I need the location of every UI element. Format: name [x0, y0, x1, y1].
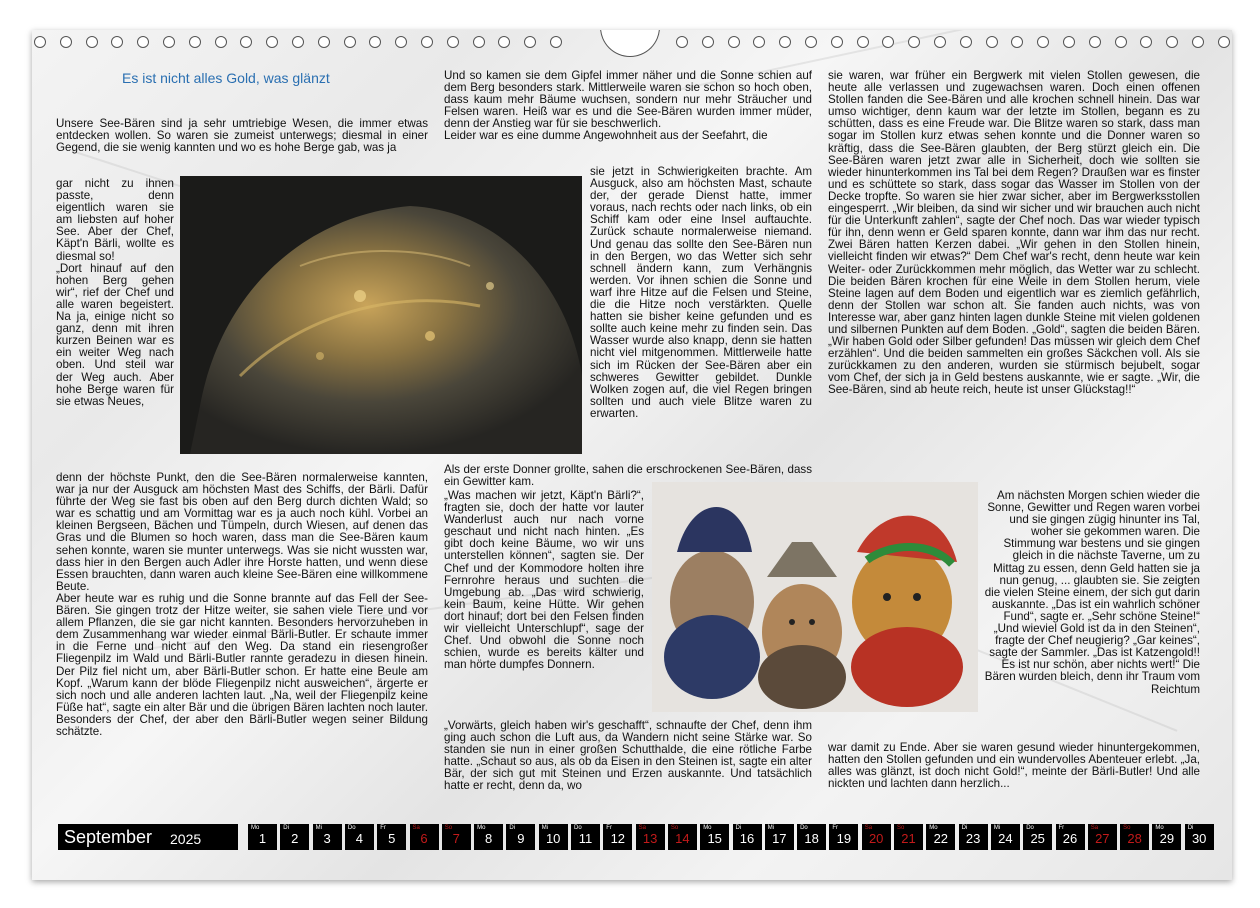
day-number: 16 — [739, 831, 755, 846]
day-number: 27 — [1095, 831, 1110, 846]
teddy-bears-photo — [652, 482, 978, 712]
rock-illustration — [180, 176, 582, 454]
calendar-day — [765, 824, 794, 850]
text-column-2 — [444, 70, 812, 143]
calendar-day — [1088, 824, 1117, 850]
text-column-2-beside-photo — [444, 490, 644, 671]
text-column-2-narrow — [590, 166, 812, 420]
binding-ring — [805, 36, 817, 48]
calendar-day — [926, 824, 955, 850]
calendar-day — [1056, 824, 1085, 850]
calendar-day — [506, 824, 535, 850]
weekday-label: Di — [961, 825, 968, 831]
weekday-label: Mo — [251, 825, 260, 831]
day-number: 30 — [1191, 831, 1207, 846]
binding-ring — [676, 36, 688, 48]
day-number: 6 — [420, 831, 428, 846]
weekday-label: Mi — [993, 825, 1001, 831]
weekday-label: Di — [283, 825, 289, 831]
day-number: 1 — [258, 831, 267, 846]
weekday-label: So — [897, 825, 905, 831]
day-number: 13 — [642, 831, 658, 846]
day-number: 25 — [1030, 831, 1045, 846]
weekday-label: Fr — [1058, 825, 1065, 831]
pyrite-rock-photo — [180, 176, 582, 454]
binding-ring — [34, 36, 46, 48]
day-number: 11 — [578, 831, 593, 846]
calendar-day — [1185, 824, 1214, 850]
calendar-day — [959, 824, 988, 850]
calendar-day — [1152, 824, 1181, 850]
calendar-day — [474, 824, 503, 850]
day-number: 8 — [484, 831, 493, 846]
weekday-label: Mi — [315, 825, 322, 831]
day-number: 2 — [291, 831, 299, 846]
calendar-day — [636, 824, 665, 850]
calendar-day — [248, 824, 277, 850]
binding-ring — [702, 36, 714, 48]
weekday-label: Do — [574, 825, 582, 831]
binding-ring — [1063, 36, 1075, 48]
day-number: 14 — [675, 831, 690, 846]
text-column-3 — [828, 70, 1200, 397]
day-number: 4 — [355, 831, 363, 846]
binding-ring — [215, 36, 227, 48]
day-number: 23 — [965, 831, 981, 846]
binding-ring — [1140, 36, 1152, 48]
calendar-day — [571, 824, 600, 850]
day-number: 12 — [610, 831, 626, 846]
binding-ring — [86, 36, 98, 48]
day-number: 26 — [1062, 831, 1078, 846]
calendar-bar — [58, 824, 1208, 850]
binding-ring — [266, 36, 278, 48]
calendar-day — [280, 824, 309, 850]
text-column-1-lower — [56, 472, 428, 738]
story-title: Es ist nicht alles Gold, was glänzt — [122, 70, 330, 86]
day-number: 3 — [323, 831, 331, 846]
binding-ring — [473, 36, 485, 48]
text-column-3-beside-photo — [984, 490, 1200, 696]
calendar-day — [797, 824, 826, 850]
binding-ring — [1037, 36, 1049, 48]
paragraph: denn der höchste Punkt, den die See-Bären normalerweise kannten, war ja nur der Ausguck am höchsten Mast des Schiffs, der Bärli. Dafür führte der Weg sie fast bis oben auf den Berg durch dichten Wald; so war es schattig und am Vormittag war es ja auch noch kühl. Vorbei an kleinen Bergseen, Bächen und Tümpeln, durch Wiesen, auf denen das Gras und die Blumen so hoch waren, dass man die See-Bären kaum sehen konnte, waren sie munter unterwegs. Was sie nicht wussten war, dass hier in den Bergen auch Adler ihre Horste hatten, und wenn diese Essen brauchten, dann waren auch kleine See-Bären eine willkommene Beute. — [56, 471, 428, 593]
calendar-page — [32, 30, 1232, 880]
binding-ring — [960, 36, 972, 48]
weekday-label: Sa — [1090, 825, 1099, 831]
calendar-day — [1023, 824, 1052, 850]
day-number: 17 — [772, 831, 787, 846]
calendar-day — [345, 824, 374, 850]
binding-ring — [1011, 36, 1023, 48]
calendar-day — [539, 824, 568, 850]
weekday-label: So — [1123, 825, 1131, 831]
paragraph: Am nächsten Morgen schien wieder die Sonne, Gewitter und Regen waren vorbei und sie gingen zügig hinunter ins Tal, woher sie gekommen waren. Die Stimmung war bestens und sie gingen gleich in die nächste Taverne, um zu Mittag zu essen, denn Geld hatten sie ja nun genug, ... glaubten sie. Sie zeigten die vielen Steine einem, der sich gut darin auskannte. „Das ist ein wahrlich schöner Fund“, sagte er. „Sehr schöne Steine!“ „Und wieviel Gold ist da in den Steinen“, fragte der Chef neugierig? „Gar keines“, sagte der Sammler. „Das ist Katzengold!! Es ist nur schön, aber nichts wert!“ Die Bären wurden bleich, denn ihr Traum vom Reichtum — [984, 489, 1200, 696]
binding-ring — [882, 36, 894, 48]
text-column-2-mid — [444, 464, 812, 488]
weekday-label: Mo — [1155, 825, 1164, 831]
calendar-day — [377, 824, 406, 850]
binding-ring — [908, 36, 920, 48]
text-column-1 — [56, 118, 428, 154]
calendar-day — [829, 824, 858, 850]
calendar-day — [668, 824, 697, 850]
text-column-3-bottom — [828, 742, 1200, 790]
day-number: 5 — [388, 831, 396, 846]
binding-ring — [318, 36, 330, 48]
year: 2025 — [170, 831, 202, 847]
paragraph: sie waren, war früher ein Bergwerk mit vielen Stollen gewesen, die heute alle verlassen und zugewachsen waren. Doch einen offenen Stollen fanden die See-Bären und alle krochen schnell hinein. Das war umso wichtiger, denn kaum war der letzte im Stollen, begann es zu schütten, dass es eine Freude war. Die Blitze waren so stark, dass man sogar im Stollen kurz etwas sehen konnte und die Donner waren so kräftig, dass die See-Bären glaubten, der Berg stürzt gleich ein. Die See-Bären waren jetzt zwar alle in Sicherheit, doch wie sollten sie wieder hinunterkommen ins Tal bei dem Regen? Draußen war es finster und es schüttete so stark, dass sogar das Wasser im Stollen von der Decke tropfte. So waren sie hier zwar sicher, aber im Bergwerksstollen eingesperrt. „Wir bleiben, da sind wir sicher und wir brauchen auch nicht für die Unterkunft zahlen“, sagte der Chef noch. Das war wieder typisch für ihn, denn wenn er Geld sparen konnte, dann war ihm das nur recht. Zwei Bären hatten Kerzen dabei. „Wir gehen in den Stollen hinein, vielleicht finden wir etwas?“ Dem Chef war's recht, denn heute war kein Weiter- oder Zurückkommen mehr möglich, das Wetter war zu schlecht. Die beiden Bären krochen für eine Weile in dem Stollen herum, viele Steine lagen auf dem Boden und eigentlich war es ziemlich gefährlich, denn der Stollen war schon alt. Sie fanden auch nichts, was von Interesse war, aber ganz hinten lagen dunkle Steine mit vielen goldenen und silbernen Punkten auf dem Boden. „Gold“, sagten die beiden Bären. „Wir haben Gold oder Silber gefunden! Das müssen wir gleich dem Chef erzählen“. Und die beiden sammelten ein großes Säckchen voll. Als sie zurückkamen zu den anderen, wurden sie stürmisch bejubelt, sogar vom Chef, der sich ja in Geld bestens auskannte, wie er sagte. „Wir, die See-Bären, sind ab heute reich, heute ist unser Glückstag!!“ — [828, 69, 1200, 397]
day-number: 7 — [452, 831, 460, 846]
weekday-label: Sa — [412, 825, 420, 831]
day-number: 15 — [707, 831, 722, 846]
weekday-label: Sa — [638, 825, 646, 831]
paragraph: war damit zu Ende. Aber sie waren gesund wieder hinuntergekommen, hatten den Stollen gefunden und ein wundervolles Abenteuer erlebt. „Ja, alles was glänzt, ist doch nicht Gold!“, meinte der Bärli-Butler! Und alle nickten und lachten dann herzlich... — [828, 741, 1200, 791]
weekday-label: Mo — [703, 825, 712, 831]
day-number: 18 — [804, 831, 819, 846]
paragraph: Aber heute war es ruhig und die Sonne brannte auf das Fell der See-Bären. Sie gingen trotz der Hitze weiter, sie sahen viele Tiere und vor allem Pflanzen, die sie gar nicht kannten. Besonders hervorzuheben in dem Zusammenhang war wieder einmal Bärli-Butler. Er schaute immer in die Ferne und nicht auf den Weg. Da stand ein riesengroßer Fliegenpilz im Wald und Bärli-Butler rannte geradezu in diesen hinein. Der Pilz fiel nicht um, aber Bärli-Butler schon. Er hatte eine Beule am Kopf. „Warum kann der blöde Fliegenpilz nicht ausweichen“, ärgerte er sich noch und alle anderen lachten laut. „Na, weil der Fliegenpilz keine Füße hat“, sagte ein alter Bär und die übrigen Bären lachten noch lauter. Besonders der Chef, der aber den Bärli-Butler wegen seiner Bildung schätzte. — [56, 591, 428, 738]
binding-ring — [779, 36, 791, 48]
day-number: 10 — [545, 831, 561, 846]
calendar-day — [313, 824, 342, 850]
calendar-day — [442, 824, 471, 850]
paragraph: sie jetzt in Schwierigkeiten brachte. Am Ausguck, also am höchsten Mast, schaute der, der gerade Dienst hatte, immer voraus, nach rechts oder nach links, ob ein Schiff kam oder eine Insel auftauchte. Zurück schaute normalerweise niemand. Und genau das sollte den See-Bären nun in den Bergen, wo das Wetter sich sehr schnell ändern kann, zum Verhängnis werden. Vor ihnen schien die Sonne und warf ihre Hitze auf die Felsen und Steine, die die Hitze noch verstärkten. Quelle hatten sie bisher keine gefunden und es sollte auch keine mehr zu finden sein. Das Wasser wurde also knapp, denn sie hatten nicht viel mitgenommen. Mittlerweile hatte sich im Rücken der See-Bären aber ein schweres Gewitter gebildet. Dunkle Wolken zogen auf, die viel Regen bringen sollten und auch viele Blitze waren zu erwarten. — [590, 165, 812, 420]
month-label-box — [58, 824, 238, 850]
binding-ring — [1166, 36, 1178, 48]
weekday-label: Fr — [380, 825, 386, 831]
calendar-day — [603, 824, 632, 850]
weekday-label: Di — [509, 825, 516, 831]
weekday-label: Mi — [541, 825, 549, 831]
weekday-label: Do — [1026, 825, 1034, 831]
weekday-label: Do — [800, 825, 808, 831]
paragraph: gar nicht zu ihnen passte, denn eigentlich waren sie am liebsten auf hoher See. Aber der Chef, Käpt'n Bärli, wollte es diesmal so! — [56, 177, 174, 263]
calendar-day — [700, 824, 729, 850]
binding-ring — [240, 36, 252, 48]
weekday-label: Sa — [864, 825, 873, 831]
paragraph: Als der erste Donner grollte, sahen die erschrockenen See-Bären, dass ein Gewitter kam. — [444, 463, 812, 489]
binding-ring — [60, 36, 72, 48]
day-number: 9 — [517, 831, 525, 846]
binding-ring — [524, 36, 536, 48]
binding-ring — [498, 36, 510, 48]
weekday-label: Do — [347, 825, 356, 831]
weekday-label: Di — [1187, 825, 1194, 831]
binding-ring — [934, 36, 946, 48]
binding-ring — [1192, 36, 1204, 48]
day-number: 22 — [933, 831, 949, 846]
text-column-2-bottom — [444, 720, 812, 793]
bears-illustration — [652, 482, 978, 712]
calendar-day — [1120, 824, 1149, 850]
weekday-label: Di — [735, 825, 742, 831]
calendar-day — [410, 824, 439, 850]
paragraph: „Vorwärts, gleich haben wir's geschafft“, schnaufte der Chef, denn ihm ging auch schon die Luft aus, da Wandern nicht seine Stärke war. So standen sie nun in einer großen Schutthalde, die eine rötliche Farbe hatte. „Schaut so aus, als ob da Eisen in den Steinen ist, sagte ein alter Bär, der sich gut mit Steinen und Erzen auskannte. Und tatsächlich hatte er recht, denn da, wo — [444, 719, 812, 793]
day-number: 20 — [868, 831, 884, 846]
binding-ring — [111, 36, 123, 48]
binding-ring — [447, 36, 459, 48]
text-column-1-narrow — [56, 178, 174, 408]
weekday-label: Fr — [832, 825, 839, 831]
weekday-label: Mo — [477, 825, 486, 831]
binding-ring — [1089, 36, 1101, 48]
binding-ring — [753, 36, 765, 48]
binding-ring — [550, 36, 562, 48]
weekday-label: So — [670, 825, 679, 831]
binding-ring — [421, 36, 433, 48]
binding-ring — [986, 36, 998, 48]
binding-ring — [137, 36, 149, 48]
paragraph: „Was machen wir jetzt, Käpt'n Bärli?“, fragten sie, doch der hatte vor lauter Wanderlust auch nur nach vorne geschaut und nicht nach hinten. „Es gibt doch keine Bäume, wo wir uns unterstellen können“, sagten sie. Der Chef und der Kommodore holten ihre Fernrohre heraus und suchten die Umgebung ab. „Das wird schwierig, kein Baum, keine Hütte. Wir gehen dort hinauf; dort bei den Felsen finden wir vielleicht Unterschlupf“, sage der Chef. Und obwohl die Sonne noch schien, wurde es bereits kälter und man hörte dumpfes Donnern. — [444, 489, 644, 672]
day-number: 19 — [836, 831, 852, 846]
binding-ring — [831, 36, 843, 48]
binding-ring — [857, 36, 869, 48]
binding-ring — [728, 36, 740, 48]
binding-ring — [344, 36, 356, 48]
calendar-day — [733, 824, 762, 850]
paragraph: Unsere See-Bären sind ja sehr umtriebige Wesen, die immer etwas entdecken wollen. So waren sie zumeist unterwegs; diesmal in einer Gegend, die sie wenig kannten und wo es hohe Berge gab, was ja — [56, 117, 428, 155]
weekday-label: Fr — [606, 825, 612, 831]
day-number: 24 — [998, 831, 1013, 846]
binding-ring — [369, 36, 381, 48]
binding-ring — [395, 36, 407, 48]
month-name: September — [64, 827, 153, 847]
weekday-label: Mi — [767, 825, 775, 831]
binding-ring — [189, 36, 201, 48]
paragraph: „Dort hinauf auf den hohen Berg gehen wir“, rief der Chef und alle waren begeistert. Na ja, einige nicht so ganz, denn mit ihren kurzen Beinen war es ein weiter Weg nach oben. Und steil war der Weg auch. Aber hohe Berge waren für sie etwas Neues, — [56, 261, 174, 408]
calendar-day — [991, 824, 1020, 850]
calendar-day — [862, 824, 891, 850]
binding-ring — [163, 36, 175, 48]
day-number: 29 — [1159, 831, 1175, 846]
binding-ring — [1218, 36, 1230, 48]
binding-ring — [1115, 36, 1127, 48]
weekday-label: Mo — [929, 825, 938, 831]
weekday-label: So — [444, 825, 453, 831]
day-number: 21 — [901, 831, 916, 846]
binding-ring — [292, 36, 304, 48]
day-number: 28 — [1127, 831, 1142, 846]
paragraph: Und so kamen sie dem Gipfel immer näher und die Sonne schien auf dem Berg besonders stark. Mittlerweile waren sie schon so hoch oben, dass kaum mehr Bäume wuchsen, sondern nur mehr Sträucher und Felsen waren. Heiß war es und die See-Bären wurden immer müder, denn der Anstieg war für sie beschwerlich. — [444, 69, 812, 131]
calendar-day — [894, 824, 923, 850]
paragraph: Leider war es eine dumme Angewohnheit aus der Seefahrt, die — [444, 129, 768, 143]
